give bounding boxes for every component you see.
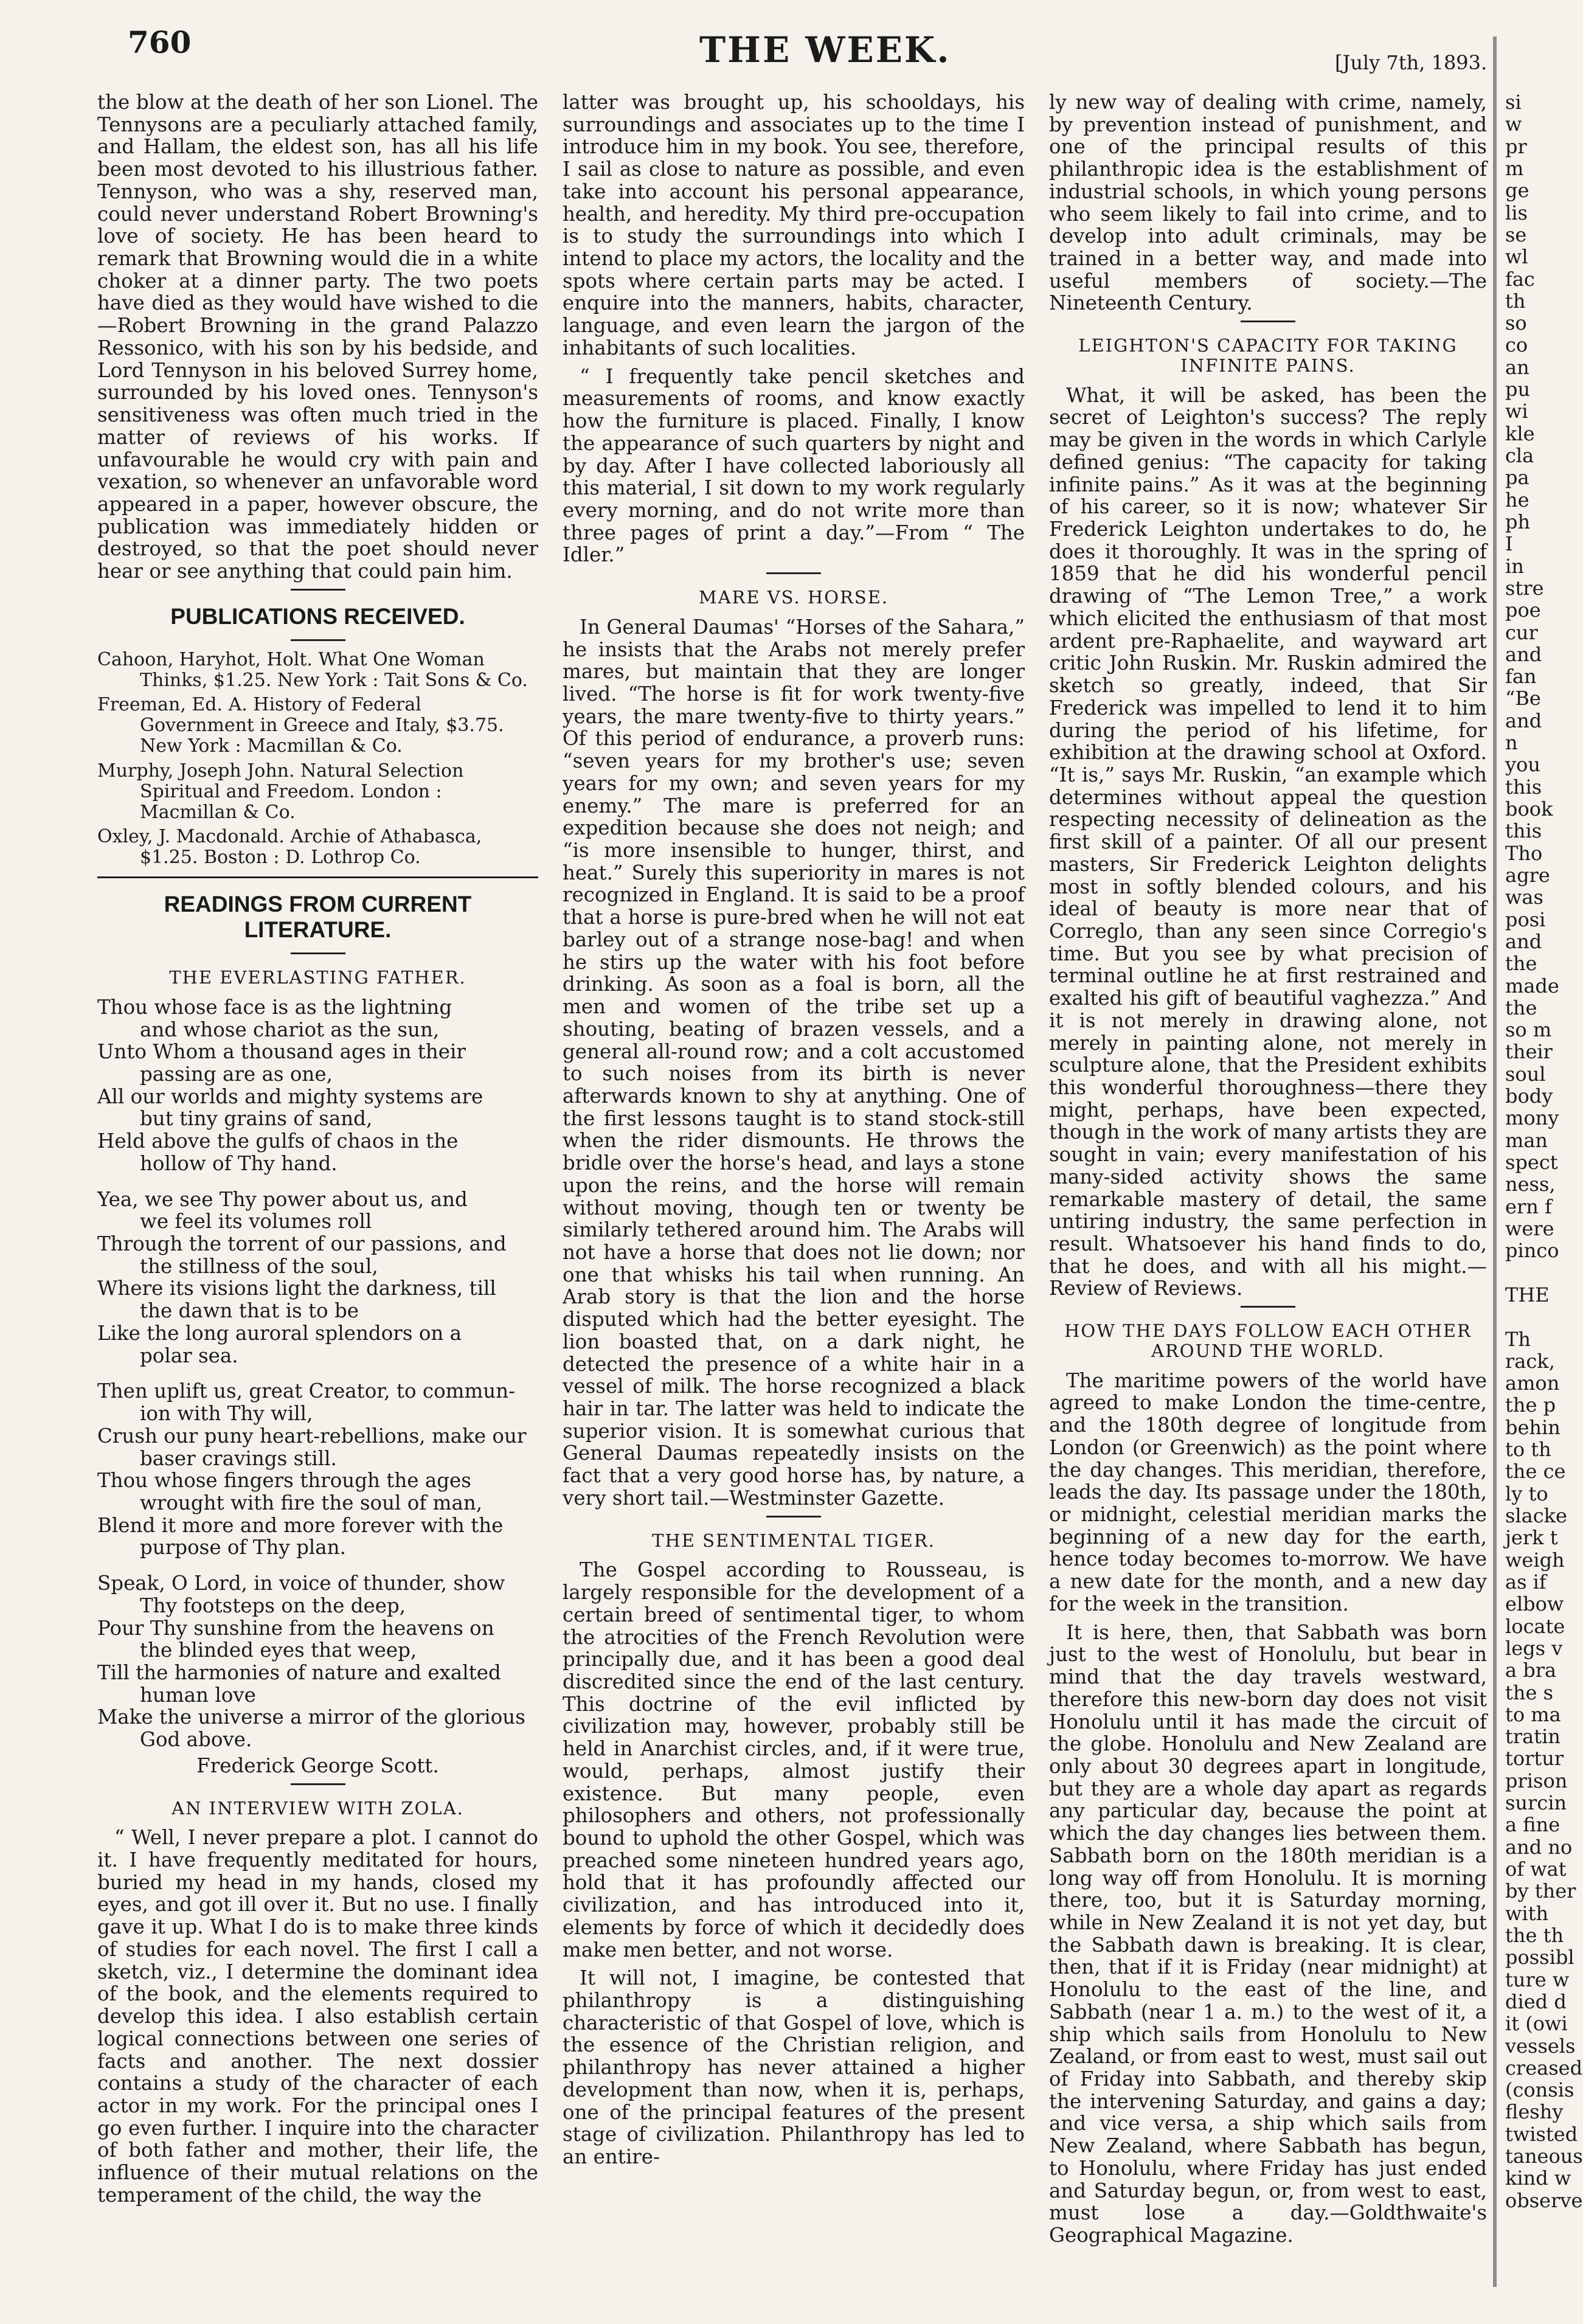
cropped-line-fragment: was — [1505, 886, 1543, 909]
page-fold-gutter — [1493, 36, 1497, 2287]
section-rule — [291, 1783, 345, 1785]
cropped-line-fragment: creased — [1505, 2056, 1583, 2079]
masthead-title: THE WEEK. — [699, 29, 951, 71]
cropped-line-fragment: pa — [1505, 466, 1529, 490]
cropped-line-fragment: made — [1505, 974, 1559, 997]
poem-line: polar sea. — [140, 1344, 238, 1367]
cropped-line-fragment: pinco — [1505, 1239, 1559, 1263]
cropped-line-fragment: man — [1505, 1128, 1548, 1152]
cropped-line-fragment: so m — [1505, 1018, 1552, 1042]
section-rule — [766, 1516, 821, 1518]
section-rule — [291, 589, 345, 591]
cropped-line-fragment: the — [1505, 952, 1537, 976]
publication-item: Murphy, Joseph John. Natural Selection Spiritual and Freedom. London : Macmillan & Co. — [97, 760, 464, 823]
cropped-line-fragment: ge — [1505, 179, 1529, 203]
cropped-line-fragment: kind w — [1505, 2166, 1571, 2190]
cropped-line-fragment: elbow — [1505, 1592, 1564, 1616]
cropped-line-fragment: you — [1505, 753, 1540, 777]
poem-line: Crush our puny heart-rebellions, make our — [97, 1424, 527, 1448]
cropped-line-fragment: ness, — [1505, 1173, 1556, 1196]
cropped-line-fragment: legs v — [1505, 1636, 1563, 1660]
cropped-line-fragment: ture w — [1505, 1968, 1570, 1991]
cropped-line-fragment: pu — [1505, 378, 1531, 401]
poem-line: Make the universe a mirror of the glorious — [97, 1705, 525, 1729]
poem-line: and whose chariot as the sun, — [140, 1018, 440, 1041]
cropped-line-fragment: w — [1505, 113, 1522, 136]
poem-line: Thou whose fingers through the ages — [97, 1469, 471, 1493]
cropped-line-fragment: Tho — [1505, 841, 1543, 865]
section-rule — [97, 876, 538, 878]
days-title: HOW THE DAYS FOLLOW EACH OTHER AROUND THE WORLD. — [1064, 1320, 1472, 1361]
zola-paragraph: “ Well, I never prepare a plot. I cannot do it. I have frequently meditated for hours, buried my head in my hands, closed my eyes, and got ill over it. But no use. I finally gave it up. What I do is to make three kinds of studies for each novel. The first I call a sketch, viz., I determine the dominant idea of the book, and the elements required to develop this idea. I also establish certain logical connections between one series of facts and another. The next dossier contains a study of the character of each actor in my work. For the principal ones I go even further. I inquire into the character of both father and mother, their life, the influence of their mutual relations on the temperament of the child, the way the — [97, 1826, 538, 2207]
publications-heading: PUBLICATIONS RECEIVED. — [170, 603, 465, 629]
poem-line: All our worlds and mighty systems are — [97, 1084, 483, 1108]
cropped-line-fragment: an — [1505, 355, 1529, 379]
cropped-line-fragment: Th — [1505, 1327, 1531, 1351]
cropped-line-fragment: the th — [1505, 1923, 1564, 1947]
poem-author: Frederick George Scott. — [196, 1753, 439, 1777]
days-paragraph: The maritime powers of the world have agreed to make London the time-centre, and the 180th degree of longitude from London (or Greenwich) as the point where the day changes. This meridian, therefore, leads the day. Its passage under the 180th, or midnight, celestial meridian marks the beginning of a new day for the earth, hence today becomes to-morrow. We have a new date for the month, and a new day for the week in the transition. — [1049, 1368, 1487, 1615]
cropped-line-fragment: agre — [1505, 863, 1550, 887]
column-2 — [563, 91, 1025, 2174]
zola-paragraph: “ I frequently take pencil sketches and measurements of rooms, and know exactly how the furniture is placed. Finally, I know the appearance of such quarters by night and by day. After I have collected laboriously all this material, I sit down to my work regularly every morning, and do not write more than three pages of print a day.”—From “ The Idler.” — [563, 364, 1025, 567]
issue-date: [July 7th, 1893. — [1335, 51, 1488, 74]
tiger-paragraph: ly new way of dealing with crime, namely, by prevention instead of punishment, and one of the principal results of this philanthropic idea is the establishment of industrial schools, in which young persons who seem likely to fail into crime, and to develop into adult criminals, may be trained in a better way, and made into useful members of society.—The Nineteenth Century. — [1049, 91, 1487, 315]
cropped-line-fragment: possibl — [1505, 1946, 1574, 1969]
mare-paragraph: In General Daumas' “Horses of the Sahara,” he insists that the Arabs not merely prefer mares, but maintain that they are longer lived. “The horse is fit for work twenty-five years, the mare twenty-five to thirty years.” Of this period of endurance, a proverb runs: “seven years for my brother's use; seven years for my own; and seven years for my enemy.” The mare is preferred for an expedition because she does not neigh; and “is more insensible to hunger, thirst, and heat.” Surely this superiority in mares is not recognized in England. It is said to be a proof that a horse is pure-bred when he will not eat barley out of a strange nose-bag! and when he stirs up the water with his foot before drinking. As soon as a foal is born, all the men and women of the tribe set up a shouting, beating of brazen vessels, and a general all-round row; and a colt accustomed to such noises from its birth is never afterwards known to shy at anything. One of the first lessons taught is to stand stock-still when the rider dismounts. He throws the bridle over the horse's head, and lays a stone upon the reins, and the horse will remain without moving, though ten or twenty be similarly tethered around him. The Arabs will not have a horse that does not lie down; nor one that whisks his tail when running. An Arab story is that the lion and the horse disputed which had the better eyesight. The lion boasted that, on a dark night, he detected the presence of a white hair in a vessel of milk. The horse recognized a black hair in tar. The latter was held to indicate the superior vision. It is somewhat curious that General Daumas repeatedly insists on the fact that a very good horse has, by nature, a very short tail.—Westminster Gazette. — [563, 615, 1025, 1510]
zola-title: AN INTERVIEW WITH ZOLA. — [171, 1797, 464, 1819]
section-rule — [291, 952, 345, 954]
cropped-line-fragment: si — [1505, 91, 1522, 114]
cropped-line-fragment: taneous — [1505, 2145, 1583, 2168]
cropped-line-fragment: locate — [1505, 1614, 1565, 1638]
days-paragraph: It is here, then, that Sabbath was born just to the west of Honolulu, but bear in mind that the day travels westward, therefore this new-born day does not visit Honolulu until it has made the circuit of the globe. Honolulu and New Zealand are only about 30 degrees apart in longitude, but they are a whole day apart as regards any particular day, because the point at which the day changes lies between them. Sabbath born on the 180th meridian is a long way off from Honolulu. It is morning there, too, but it is Saturday morning, while in New Zealand it is not yet day, but the Sabbath dawn is breaking. It is clear, then, that if it is Friday (near midnight) at Honolulu to the east of the line, and Sabbath (near 1 a. m.) to the west of it, a ship which sails from Honolulu to New Zealand, or from east to west, must sail out of Friday into Sabbath, and thereby skip the intervening Saturday, and gains a day; and vice versa, a ship which sails from New Zealand, where Sabbath has begun, to Honolulu, where Friday has just ended and Saturday begun, or, from west to east, must lose a day.—Goldthwaite's Geographical Magazine. — [1049, 1620, 1487, 2247]
cropped-line-fragment: pr — [1505, 134, 1527, 158]
cropped-line-fragment: book — [1505, 797, 1553, 820]
poem-line: Till the harmonies of nature and exalted — [97, 1660, 501, 1684]
poem-line: Unto Whom a thousand ages in their — [97, 1040, 466, 1064]
poem-line: passing are as one, — [140, 1063, 333, 1086]
poem-line: Thou whose face is as the lightning — [97, 995, 452, 1019]
poem — [97, 996, 538, 1777]
poem-line: the stillness of the soul, — [140, 1254, 378, 1278]
page-number: 760 — [128, 24, 192, 60]
poem-line: Yea, we see Thy power about us, and — [97, 1187, 468, 1211]
cropped-line-fragment: this — [1505, 775, 1542, 799]
cropped-line-fragment: mony — [1505, 1106, 1559, 1130]
cropped-line-fragment: prison — [1505, 1769, 1568, 1792]
poem-line: ion with Thy will, — [140, 1402, 313, 1426]
cropped-line-fragment: by ther — [1505, 1879, 1576, 1903]
tiger-paragraph: The Gospel according to Rousseau, is largely responsible for the development of a certain breed of sentimental tiger, to whom the atrocities of the French Revolution were principally due, and it has been a good deal discredited since the end of the last century. This doctrine of the evil inflicted by civilization may, however, probably still be held in Anarchist circles, and, if it were true, would, perhaps, almost justify their existence. But many people, even philosophers and others, not professionally bound to uphold the other Gospel, which was preached some nineteen hundred years ago, hold that it has profoundly affected our civilization, and has introduced into it, elements by force of which it decidedly does make men better, and not worse. — [563, 1558, 1025, 1962]
cropped-line-fragment: surcin — [1505, 1791, 1567, 1815]
cropped-line-fragment: observe — [1505, 2188, 1583, 2212]
leighton-title: LEIGHTON'S CAPACITY FOR TAKING INFINITE PAINS. — [1078, 335, 1458, 376]
column-3 — [1049, 91, 1487, 2253]
cropped-line-fragment: soul — [1505, 1062, 1546, 1086]
cropped-line-fragment: their — [1505, 1040, 1553, 1064]
cropped-line-fragment: the — [1505, 996, 1537, 1019]
cropped-line-fragment: n — [1505, 731, 1518, 755]
cropped-line-fragment: to th — [1505, 1438, 1551, 1462]
cropped-line-fragment: died d — [1505, 1989, 1567, 2013]
poem-line: Blend it more and more forever with the — [97, 1513, 504, 1537]
column-4-cropped — [1505, 91, 1583, 2212]
cropped-line-fragment — [1505, 1262, 1568, 1284]
cropped-line-fragment: the ce — [1505, 1460, 1566, 1483]
cropped-line-fragment: kle — [1505, 421, 1535, 445]
readings-heading: READINGS FROM CURRENT LITERATURE. — [164, 892, 472, 943]
cropped-line-fragment: poe — [1505, 598, 1541, 622]
poem-line: human love — [140, 1683, 256, 1707]
section-rule — [766, 572, 821, 574]
cropped-line-fragment: and — [1505, 642, 1542, 666]
cropped-line-fragment: in — [1505, 554, 1524, 578]
cropped-line-fragment: wl — [1505, 245, 1528, 269]
poem-line: purpose of Thy plan. — [140, 1536, 346, 1559]
poem-stanza — [97, 1572, 538, 1751]
cropped-line-fragment: tortur — [1505, 1747, 1564, 1771]
poem-stanza — [97, 1188, 538, 1367]
poem-line: Held above the gulfs of chaos in the — [97, 1129, 459, 1153]
section-rule — [291, 639, 345, 641]
poem-line: Then uplift us, great Creator, to commun- — [97, 1379, 516, 1403]
mare-title: MARE VS. HORSE. — [698, 587, 889, 608]
cropped-line-fragment: th — [1505, 289, 1526, 313]
cropped-line-fragment: this — [1505, 819, 1542, 843]
cropped-line-fragment: ly to — [1505, 1482, 1548, 1505]
cropped-line-fragment: stre — [1505, 576, 1544, 600]
cropped-line-fragment: behin — [1505, 1415, 1560, 1439]
cropped-line-fragment: a bra — [1505, 1659, 1557, 1682]
poem-line: hollow of Thy hand. — [140, 1151, 338, 1175]
cropped-line-fragment: tratin — [1505, 1725, 1560, 1749]
column-1 — [97, 91, 538, 2213]
cropped-line-fragment: posi — [1505, 907, 1546, 931]
cropped-line-fragment: twisted — [1505, 2122, 1578, 2146]
poem-line: Speak, O Lord, in voice of thunder, show — [97, 1572, 505, 1595]
cropped-line-fragment: of wat — [1505, 1857, 1567, 1881]
poem-stanza — [97, 996, 538, 1175]
zola-paragraph: latter was brought up, his schooldays, his surroundings and associates up to the time I introduce him in my book. You see, therefore, I sail as close to nature as possible, and even take into account his personal appearance, health, and heredity. My third pre-occupation is to study the surroundings into which I intend to place my actors, the locality and the spots where certain parts may be acted. I enquire into the manners, habits, character, language, and even learn the jargon of the inhabitants of such localities. — [563, 91, 1025, 359]
cropped-line-fragment: the s — [1505, 1681, 1553, 1704]
cropped-line-fragment: (consis — [1505, 2078, 1574, 2102]
poem-line: Like the long auroral splendors on a — [97, 1321, 462, 1345]
cropped-line-fragment: so — [1505, 311, 1527, 335]
tennyson-paragraph: the blow at the death of her son Lionel. The Tennysons are a peculiarly attached family, and Hallam, the eldest son, has all his life been most devoted to his illustrious father. Tennyson, who was a shy, reserved man, could never understand Robert Browning's love of society. He has been heard to remark that Browning would die in a white choker at a dinner party. The two poets have died as they would have wished to die—Robert Browning in the grand Palazzo Ressonico, with his son by his bedside, and Lord Tennyson in his beloved Surrey home, surrounded by his loved ones. Tennyson's sensitiveness was often much tried in the matter of reviews of his works. If unfavourable he would cry with pain and vexation, so whenever an unfavorable word appeared in a paper, however obscure, the publication was immediately hidden or destroyed, so that the poet should never hear or see anything that could pain him. — [97, 91, 538, 583]
poem-line: baser cravings still. — [140, 1446, 337, 1470]
cropped-line-fragment: vessels — [1505, 2034, 1576, 2058]
cropped-line-fragment: cla — [1505, 444, 1534, 467]
cropped-line-fragment: a fine — [1505, 1813, 1560, 1837]
tiger-paragraph: It will not, I imagine, be contested that philanthropy is a distinguishing characteristic of that Gospel of love, which is the essence of the Christian religion, and philanthropy has never attained a higher development than now, when it is, perhaps, one of the principal features of the present stage of civilization. Philanthropy has led to an entire- — [563, 1966, 1025, 2169]
cropped-line-fragment: were — [1505, 1216, 1554, 1240]
leighton-paragraph: What, it will be asked, has been the secret of Leighton's success? The reply may be given in the words in which Carlyle defined genius: “The capacity for taking infinite pains.” As it was at the beginning of his career, so it is now; whatever Sir Frederick Leighton undertakes to do, he does it thoroughly. It was in the spring of 1859 that he did his wonderful pencil drawing of “The Lemon Tree,” a work which elicited the enthusiasm of that most ardent pre-Raphaelite, and wayward art critic John Ruskin. Mr. Ruskin admired the sketch so greatly, indeed, that Sir Frederick was impelled to lend it to him during the period of his lifetime, for exhibition at the drawing school at Oxford. “It is,” says Mr. Ruskin, “an example which determines without appeal the question respecting necessity of delineation as the first skill of a painter. Of all our present masters, Sir Frederick Leighton delights most in softly blended colours, and his ideal of beauty is more near that of Correglo, than any seen since Corregio's time. But you see by what precision of terminal outline he at first restrained and exalted his gift of beautiful vaghezza.” And it is not merely in drawing alone, not merely in painting alone, not merely in sculpture alone, that the President exhibits this wonderful thoroughness—there they might, perhaps, have been expected, though in the work of many artists they are sought in vain; every manifestation of his many-sided activity shows the same remarkable mastery of detail, the same untiring industry, the same perfection in result. Whatsoever his hand finds to do, that he does, and with all his might.—Review of Reviews. — [1049, 383, 1487, 1300]
poem-line: but tiny grains of sand, — [140, 1107, 373, 1131]
cropped-line-fragment: and — [1505, 929, 1542, 953]
cropped-line-fragment: ph — [1505, 510, 1531, 533]
cropped-line-fragment — [1505, 1306, 1568, 1328]
cropped-line-fragment: it (owi — [1505, 2012, 1568, 2036]
poem-title: THE EVERLASTING FATHER. — [169, 967, 466, 988]
cropped-line-fragment: ern f — [1505, 1195, 1552, 1218]
publication-item: Freeman, Ed. A. History of Federal Government in Greece and Italy, $3.75. New York : Macmillan & Co. — [97, 693, 504, 757]
poem-line: Where its visions light the darkness, till — [97, 1277, 496, 1300]
cropped-line-fragment: and no — [1505, 1835, 1573, 1859]
section-rule — [1241, 1306, 1295, 1308]
cropped-line-fragment: cur — [1505, 620, 1538, 644]
cropped-line-fragment: I — [1505, 532, 1513, 556]
poem-line: wrought with fire the soul of man, — [140, 1491, 483, 1514]
cropped-line-fragment: jerk t — [1505, 1526, 1558, 1550]
poem-stanza — [97, 1380, 538, 1559]
cropped-line-fragment: “Be — [1505, 687, 1541, 710]
publication-item: Oxley, J. Macdonald. Archie of Athabasca, $1.25. Boston : D. Lothrop Co. — [97, 826, 482, 869]
cropped-line-fragment: fan — [1505, 665, 1537, 689]
cropped-line-fragment: slacke — [1505, 1504, 1567, 1527]
cropped-line-fragment: THE — [1505, 1283, 1550, 1306]
cropped-line-fragment: he — [1505, 488, 1529, 512]
cropped-line-fragment: wi — [1505, 400, 1528, 423]
cropped-line-fragment: rack, — [1505, 1349, 1555, 1373]
cropped-line-fragment: lis — [1505, 201, 1528, 224]
cropped-line-fragment: and — [1505, 709, 1542, 732]
publication-item: Cahoon, Haryhot, Holt. What One Woman Thinks, $1.25. New York : Tait Sons & Co. — [97, 648, 528, 691]
poem-line: God above. — [140, 1728, 252, 1752]
tiger-title: THE SENTIMENTAL TIGER. — [652, 1530, 935, 1551]
section-rule — [1241, 321, 1295, 322]
poem-line: we feel its volumes roll — [140, 1210, 372, 1233]
cropped-line-fragment: body — [1505, 1084, 1553, 1108]
cropped-line-fragment: m — [1505, 156, 1524, 180]
cropped-line-fragment: amon — [1505, 1372, 1560, 1395]
cropped-line-fragment: co — [1505, 333, 1528, 357]
poem-line: the dawn that is to be — [140, 1299, 359, 1323]
cropped-line-fragment: with — [1505, 1901, 1549, 1925]
poem-line: Through the torrent of our passions, and — [97, 1232, 507, 1256]
cropped-line-fragment: the p — [1505, 1393, 1556, 1417]
cropped-line-fragment: as if — [1505, 1570, 1547, 1594]
cropped-line-fragment: fleshy — [1505, 2100, 1564, 2124]
cropped-line-fragment: to ma — [1505, 1702, 1561, 1726]
poem-line: the blinded eyes that weep, — [140, 1639, 417, 1662]
cropped-line-fragment: weigh — [1505, 1548, 1565, 1572]
cropped-line-fragment: spect — [1505, 1151, 1558, 1174]
cropped-line-fragment: se — [1505, 223, 1527, 246]
cropped-line-fragment: fac — [1505, 267, 1535, 291]
poem-line: Thy footsteps on the deep, — [140, 1594, 406, 1617]
poem-line: Pour Thy sunshine from the heavens on — [97, 1616, 494, 1640]
